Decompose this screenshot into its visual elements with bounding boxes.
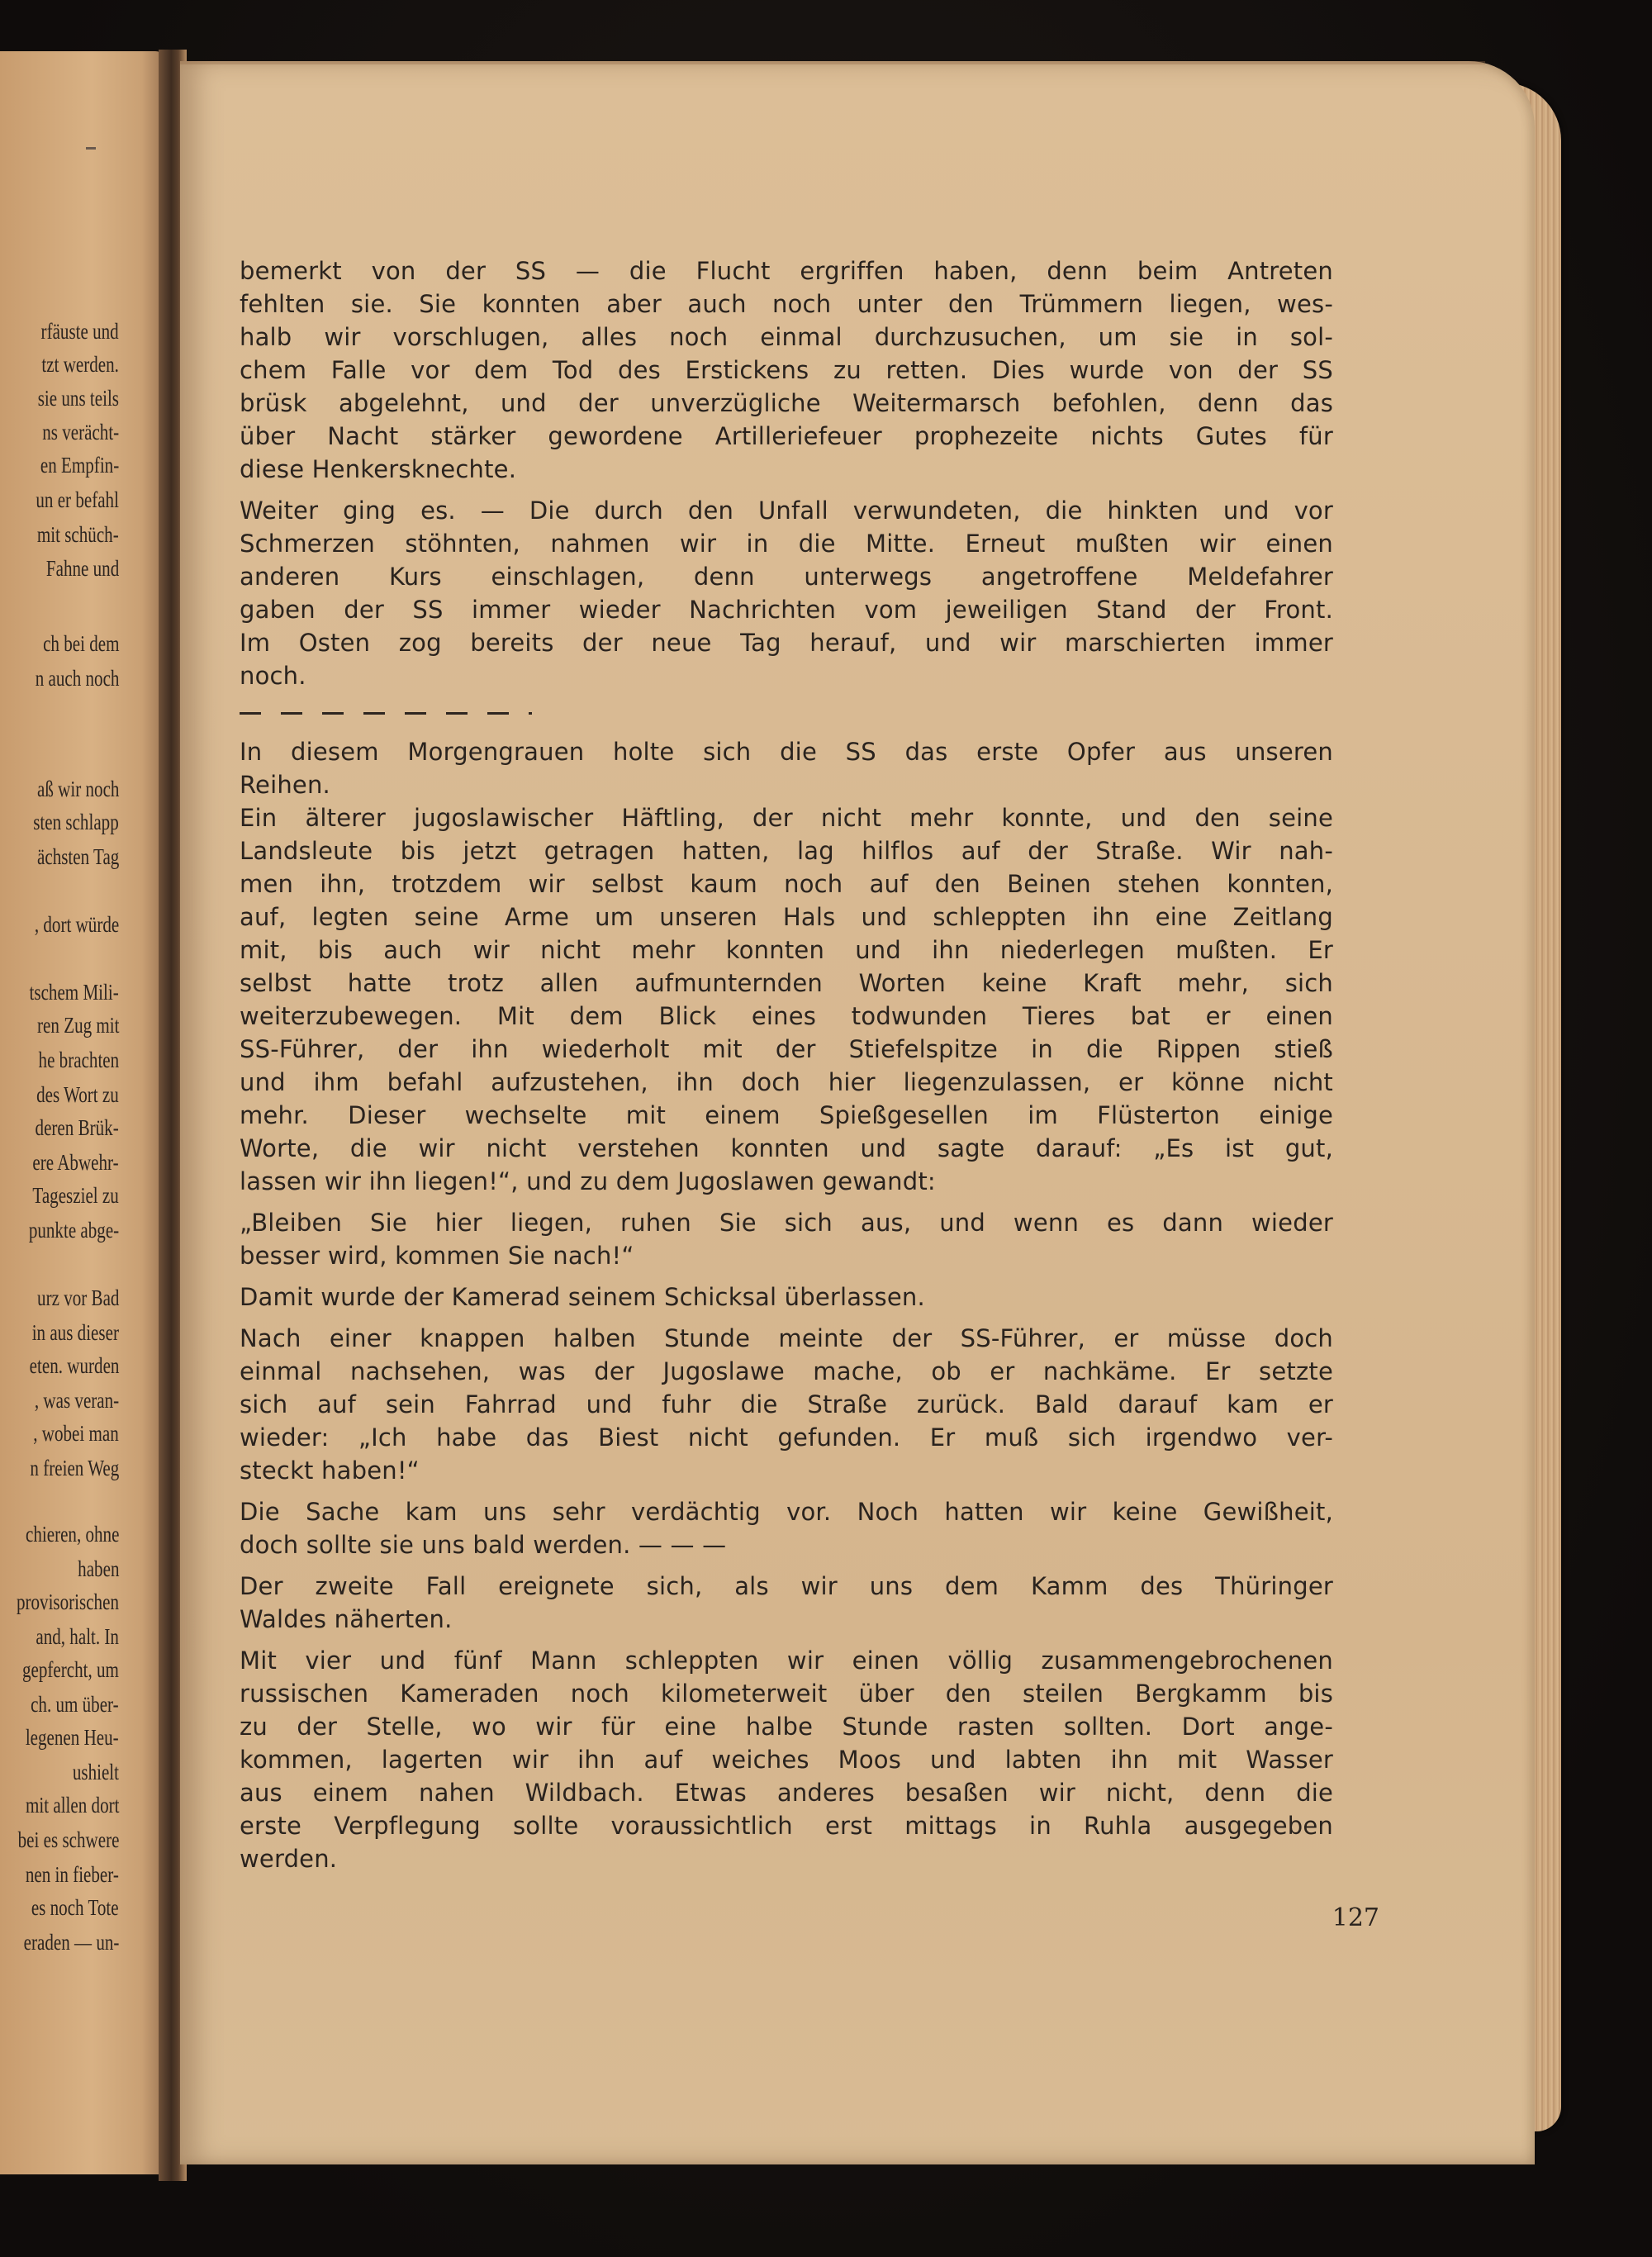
left-page-line: provisorischen bbox=[17, 1589, 119, 1614]
text-line: Worte, die wir nicht verstehen konnten und sagte darauf: „Es ist gut, bbox=[240, 1134, 1333, 1162]
text-line: Landsleute bis jetzt getragen hatten, lag hilflos auf der Straße. Wir nah- bbox=[240, 837, 1333, 865]
left-page-line: deren Brük- bbox=[35, 1115, 119, 1140]
text-line: „Bleiben Sie hier liegen, ruhen Sie sich aus, und wenn es dann wieder bbox=[240, 1209, 1333, 1237]
left-page-line: mit schüch- bbox=[37, 522, 119, 547]
left-page-mark bbox=[86, 147, 96, 150]
text-line: diese Henkersknechte. bbox=[240, 455, 517, 483]
left-page-line: gepfercht, um bbox=[22, 1657, 119, 1682]
text-line: men ihn, trotzdem wir selbst kaum noch auf den Beinen stehen konnten, bbox=[240, 870, 1333, 898]
left-page-line: es noch Tote bbox=[31, 1895, 119, 1920]
page-body-text bbox=[240, 254, 1333, 1875]
left-page-line: legenen Heu- bbox=[26, 1725, 119, 1750]
text-line: steckt haben!“ bbox=[240, 1456, 420, 1485]
left-page-line: ächsten Tag bbox=[36, 844, 119, 869]
text-line: brüsk abgelehnt, und der unverzügliche Weitermarsch befohlen, denn das bbox=[240, 389, 1333, 417]
left-page-line: , dort würde bbox=[34, 912, 119, 937]
text-line: Damit wurde der Kamerad seinem Schicksal überlassen. bbox=[240, 1283, 925, 1311]
text-line: halb wir vorschlugen, alles noch einmal durchzusuchen, um sie in sol- bbox=[240, 323, 1333, 351]
left-page-line: nen in fieber- bbox=[25, 1862, 119, 1887]
left-page-line: eraden — un- bbox=[23, 1930, 119, 1955]
page-number: 127 bbox=[1332, 1903, 1379, 1932]
text-line: zu der Stelle, wo wir für eine halbe Stunde rasten sollten. Dort ange- bbox=[240, 1713, 1333, 1741]
left-page-line: sten schlapp bbox=[33, 810, 119, 834]
left-page-line: he brachten bbox=[38, 1048, 119, 1072]
left-page-line: Tagesziel zu bbox=[32, 1183, 119, 1208]
text-line: weiterzubewegen. Mit dem Blick eines todwunden Tieres bat er einen bbox=[240, 1002, 1333, 1030]
left-page-line: Fahne und bbox=[45, 556, 119, 581]
text-line: fehlten sie. Sie konnten aber auch noch unter den Trümmern liegen, wes- bbox=[240, 290, 1333, 318]
text-line: über Nacht stärker gewordene Artilleriefeuer prophezeite nichts Gutes für bbox=[240, 422, 1333, 450]
text-line: mit, bis auch wir nicht mehr konnten und ihn niederlegen mußten. Er bbox=[240, 936, 1333, 964]
text-line: In diesem Morgengrauen holte sich die SS das erste Opfer aus unseren bbox=[240, 738, 1333, 766]
text-line: sich auf sein Fahrrad und fuhr die Straße zurück. Bald darauf kam er bbox=[240, 1390, 1333, 1418]
left-page-line: in aus dieser bbox=[31, 1320, 119, 1345]
text-line: einmal nachsehen, was der Jugoslawe mache, ob er nachkäme. Er setzte bbox=[240, 1357, 1333, 1385]
left-page-line: , wobei man bbox=[33, 1421, 119, 1446]
text-line: Im Osten zog bereits der neue Tag herauf, und wir marschierten immer bbox=[240, 629, 1333, 657]
left-page-line: bei es schwere bbox=[17, 1827, 119, 1852]
left-page-line: ere Abwehr- bbox=[32, 1150, 119, 1175]
book-page bbox=[180, 61, 1535, 2164]
text-line: erste Verpflegung sollte voraussichtlich erst mittags in Ruhla ausgegeben bbox=[240, 1812, 1333, 1840]
left-page-line: en Empfin- bbox=[40, 453, 119, 478]
left-page-line: aß wir noch bbox=[36, 777, 119, 801]
text-line: selbst hatte trotz allen aufmunternden Worten keine Kraft mehr, sich bbox=[240, 969, 1333, 997]
left-page-line: eten. wurden bbox=[29, 1353, 119, 1378]
text-line: aus einem nahen Wildbach. Etwas anderes besaßen wir nicht, denn die bbox=[240, 1779, 1333, 1807]
left-page-line: punkte abge- bbox=[28, 1218, 119, 1243]
text-line: Ein älterer jugoslawischer Häftling, der nicht mehr konnte, und den seine bbox=[240, 804, 1333, 832]
left-page-line: mit allen dort bbox=[25, 1793, 119, 1817]
text-line: werden. bbox=[240, 1845, 338, 1873]
left-page-line: , was veran- bbox=[34, 1388, 119, 1413]
text-line: besser wird, kommen Sie nach!“ bbox=[240, 1242, 634, 1270]
text-line: kommen, lagerten wir ihn auf weiches Moos und labten ihn mit Wasser bbox=[240, 1746, 1333, 1774]
left-page-line: ushielt bbox=[72, 1760, 119, 1784]
text-line: noch. bbox=[240, 662, 306, 690]
left-page-line: n freien Weg bbox=[30, 1456, 119, 1480]
left-facing-page bbox=[0, 51, 167, 2174]
left-page-line: n auch noch bbox=[35, 666, 119, 691]
left-page-line: haben bbox=[77, 1556, 119, 1581]
text-line: Mit vier und fünf Mann schleppten wir einen völlig zusammengebrochenen bbox=[240, 1646, 1333, 1675]
left-page-line: ch. um über- bbox=[31, 1692, 119, 1717]
left-page-line: ch bei dem bbox=[42, 631, 119, 656]
left-page-line: sie uns teils bbox=[37, 386, 119, 411]
text-line: Weiter ging es. — Die durch den Unfall verwundeten, die hinkten und vor bbox=[240, 497, 1333, 525]
text-line: chem Falle vor dem Tod des Erstickens zu retten. Dies wurde von der SS bbox=[240, 356, 1333, 384]
left-page-line: urz vor Bad bbox=[36, 1285, 119, 1310]
text-line: anderen Kurs einschlagen, denn unterwegs angetroffene Meldefahrer bbox=[240, 563, 1333, 591]
text-line: Schmerzen stöhnten, nahmen wir in die Mitte. Erneut mußten wir einen bbox=[240, 530, 1333, 558]
page-top-edge bbox=[180, 61, 1485, 64]
text-line: Waldes näherten. bbox=[240, 1605, 453, 1633]
text-line: auf, legten seine Arme um unseren Hals und schleppten ihn eine Zeitlang bbox=[240, 903, 1333, 931]
left-page-line: ns verächt- bbox=[42, 420, 119, 444]
text-line: gaben der SS immer wieder Nachrichten vom jeweiligen Stand der Front. bbox=[240, 596, 1333, 624]
text-line: Nach einer knappen halben Stunde meinte der SS-Führer, er müsse doch bbox=[240, 1324, 1333, 1352]
left-page-line: and, halt. In bbox=[36, 1624, 119, 1649]
text-line: wieder: „Ich habe das Biest nicht gefunden. Er muß sich irgendwo ver- bbox=[240, 1423, 1333, 1452]
text-line: Reihen. bbox=[240, 771, 330, 799]
left-page-line: rfäuste und bbox=[40, 319, 119, 344]
left-page-line: tzt werden. bbox=[41, 352, 119, 377]
text-line: und ihm befahl aufzustehen, ihn doch hier liegenzulassen, er könne nicht bbox=[240, 1068, 1333, 1096]
left-page-line: ren Zug mit bbox=[36, 1013, 119, 1038]
text-line: Der zweite Fall ereignete sich, als wir uns dem Kamm des Thüringer bbox=[240, 1572, 1333, 1600]
left-page-line: chieren, ohne bbox=[25, 1522, 119, 1547]
text-line: Die Sache kam uns sehr verdächtig vor. Noch hatten wir keine Gewißheit, bbox=[240, 1498, 1333, 1526]
section-break-dashes bbox=[240, 694, 532, 727]
left-page-line: des Wort zu bbox=[36, 1082, 119, 1107]
text-line: lassen wir ihn liegen!“, und zu dem Jugoslawen gewandt: bbox=[240, 1167, 936, 1195]
text-line: russischen Kameraden noch kilometerweit über den steilen Bergkamm bis bbox=[240, 1680, 1333, 1708]
text-line: SS-Führer, der ihn wiederholt mit der Stiefelspitze in die Rippen stieß bbox=[240, 1035, 1333, 1063]
left-page-line: un er befahl bbox=[36, 487, 119, 512]
left-page-line: tschem Mili- bbox=[29, 980, 119, 1005]
text-line: mehr. Dieser wechselte mit einem Spießgesellen im Flüsterton einige bbox=[240, 1101, 1333, 1129]
text-line: doch sollte sie uns bald werden. — — — bbox=[240, 1531, 727, 1559]
text-line: bemerkt von der SS — die Flucht ergriffen haben, denn beim Antreten bbox=[240, 257, 1333, 285]
